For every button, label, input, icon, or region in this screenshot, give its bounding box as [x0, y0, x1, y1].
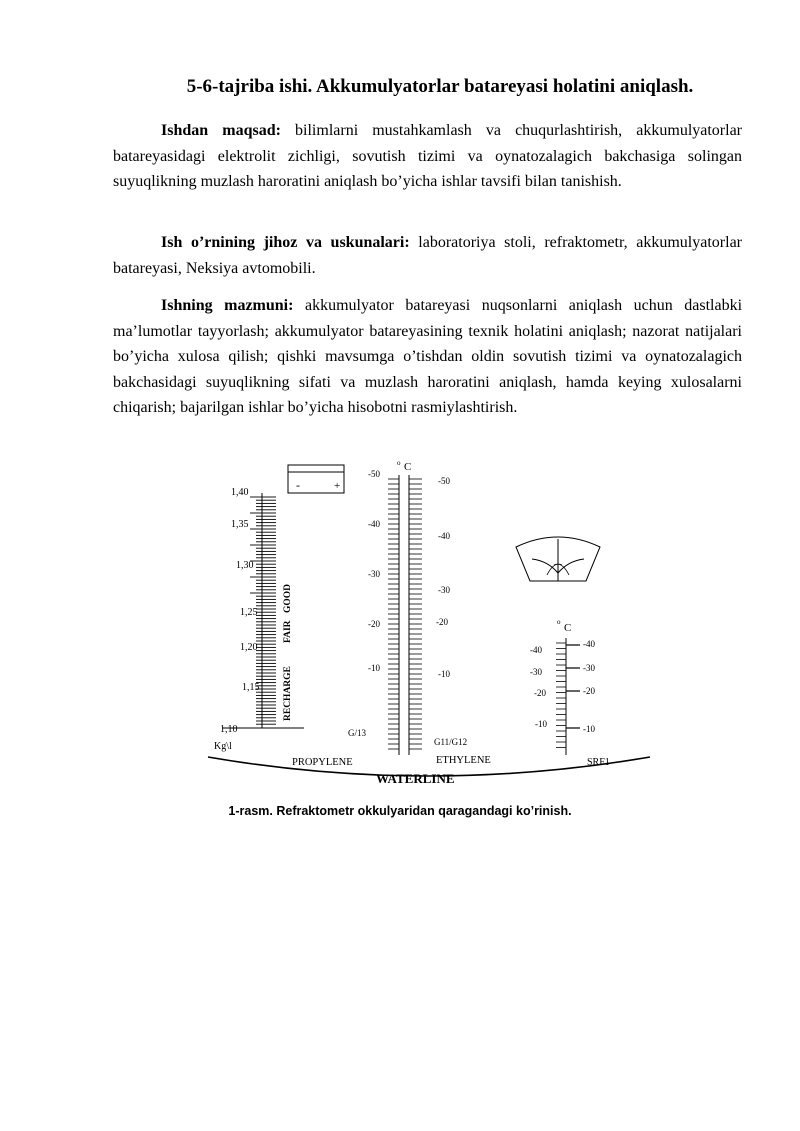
- washer-right-label-40: -40: [583, 639, 595, 649]
- propylene-label-20: -20: [368, 619, 380, 629]
- washer-right-label-20: -20: [583, 686, 595, 696]
- coolant-celsius: C: [404, 461, 412, 473]
- coolant-scale: [348, 459, 467, 755]
- density-label-1-15: 1,15: [242, 682, 260, 693]
- refractometer-figure: [200, 455, 660, 790]
- propylene-label-30: -30: [368, 569, 380, 579]
- washer-celsius: C: [564, 622, 572, 634]
- paragraph-equipment-label: Ish o’rnining jihoz va uskunalari:: [161, 234, 410, 251]
- washer-right-label-10: -10: [583, 724, 595, 734]
- refractometer-diagram: [200, 455, 660, 790]
- washer-right-label-30: -30: [583, 663, 595, 673]
- windshield-icon: [516, 537, 600, 581]
- propylene-label-40: -40: [368, 519, 380, 529]
- page-title: 5-6-tajriba ishi. Akkumulyatorlar batareyasi holatini aniqlash.: [186, 76, 694, 97]
- label-srf1: SRF1: [587, 757, 610, 768]
- washer-left-label-30: -30: [530, 667, 542, 677]
- battery-icon: [288, 465, 344, 493]
- paragraph-content: [113, 293, 742, 421]
- density-label-1-35: 1,35: [231, 519, 249, 530]
- propylene-label-10: -10: [368, 663, 380, 673]
- label-propylene: PROPYLENE: [292, 757, 353, 768]
- density-label-1-20: 1,20: [240, 642, 258, 653]
- label-g13: G/13: [348, 728, 366, 738]
- coolant-degree: o: [397, 459, 401, 467]
- washer-left-label-40: -40: [530, 645, 542, 655]
- paragraph-content-text: akkumulyator batareyasi nuqsonlarni aniqlash uchun dastlabki ma’lumotlar tayyorlash; akkumulyator batareyasining texnik holatini aniqlash; nazorat natijalari bo’yicha xulosa qilish; qishki mavsumga o’tishdan oldin sovutish tizimi va oynatozalagich bakchasidagi suyuqlikning sifati va muzlash haroratini aniqlash, hamda keying xulosalarni chiqarish; bajarilgan ishlar bo’yicha hisobotni rasmiylashtirish.: [113, 297, 743, 416]
- washer-left-label-20: -20: [534, 688, 546, 698]
- zone-fair: FAIR: [283, 620, 293, 643]
- density-label-1-25: 1,25: [240, 607, 258, 618]
- density-label-1-40: 1,40: [231, 487, 249, 498]
- paragraph-equipment: [113, 230, 742, 281]
- paragraph-goal-text: bilimlarni mustahkamlash va chuqurlashtirish, akkumulyatorlar batareyasidagi elektrolit zichligi, sovutish tizimi va oynatozalagich bakchasiga solingan suyuqlikning muzlash haroratini aniqlash bo’yicha ishlar tavsifi bilan tanishish.: [113, 122, 743, 190]
- zone-recharge: RECHARGE: [283, 666, 293, 721]
- paragraph-goal-label: Ishdan maqsad:: [161, 122, 281, 139]
- density-unit: Kg\l: [214, 741, 232, 752]
- battery-plus: +: [334, 480, 341, 492]
- ethylene-label-10: -10: [438, 669, 450, 679]
- battery-minus: -: [296, 478, 300, 492]
- ethylene-label-30: -30: [438, 585, 450, 595]
- paragraph-goal: [113, 118, 742, 195]
- washer-left-label-10: -10: [535, 719, 547, 729]
- label-waterline: WATERLINE: [376, 771, 455, 786]
- washer-degree: o: [557, 618, 561, 626]
- propylene-label-50: -50: [368, 469, 380, 479]
- label-g11g12: G11/G12: [434, 737, 468, 747]
- zone-good: GOOD: [283, 583, 293, 613]
- paragraph-equipment-text: laboratoriya stoli, refraktometr, akkumulyatorlar batareyasi, Neksiya avtomobili.: [113, 234, 742, 277]
- ethylene-label-20: -20: [436, 617, 448, 627]
- paragraph-content-label: Ishning mazmuni:: [161, 297, 294, 314]
- density-label-1-30: 1,30: [236, 560, 254, 571]
- ethylene-label-50: -50: [438, 476, 450, 486]
- washer-scale: [516, 537, 600, 755]
- label-ethylene: ETHYLENE: [436, 755, 491, 766]
- density-label-1-10: 1,10: [220, 724, 238, 735]
- figure-caption: 1-rasm. Refraktometr okkulyaridan qaragandagi ko’rinish.: [228, 804, 572, 818]
- ethylene-label-40: -40: [438, 531, 450, 541]
- density-scale: [214, 487, 304, 752]
